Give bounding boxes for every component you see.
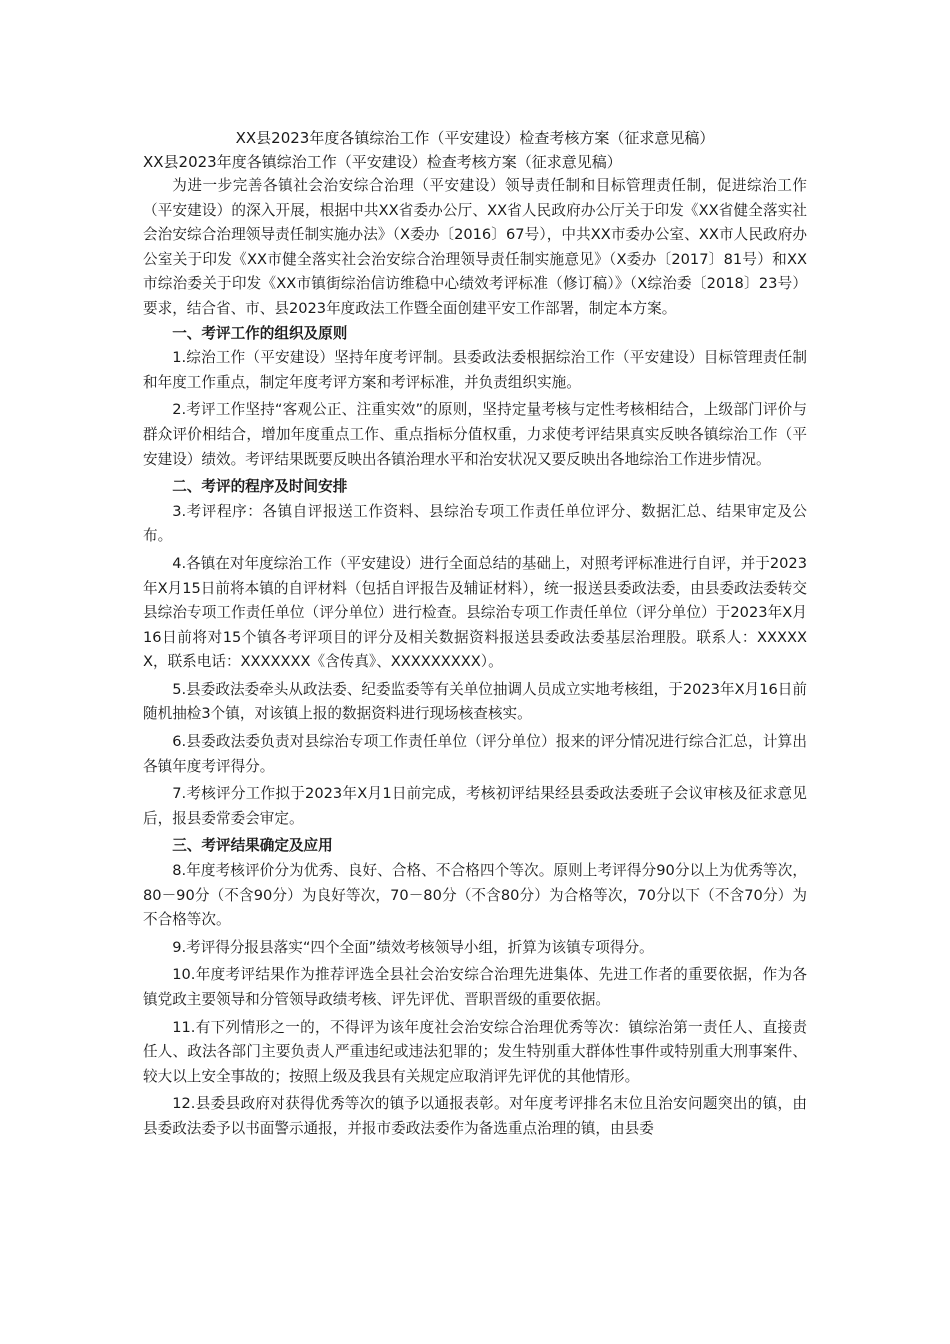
section-heading-3: 三、考评结果确定及应用 — [172, 837, 333, 855]
clause-8: 8.年度考核评价分为优秀、良好、合格、不合格四个等次。原则上考评得分90分以上为优秀等次，80－90分（不含90分）为良好等次，70－80分（不含80分）为合格等次，70分以下（不含70分）为不合格等次。 — [143, 862, 807, 929]
clause-2: 2.考评工作坚持“客观公正、注重实效”的原则，坚持定量考核与定性考核相结合，上级部门评价与群众评价相结合，增加年度重点工作、重点指标分值权重，力求使考评结果真实反映各镇综治工作（平安建设）绩效。考评结果既要反映出各镇治理水平和治安状况又要反映出各地综治工作进步情况。 — [143, 401, 807, 468]
section-heading-1: 一、考评工作的组织及原则 — [172, 324, 348, 342]
clause-4: 4.各镇在对年度综治工作（平安建设）进行全面总结的基础上，对照考评标准进行自评，并于2023年X月15日前将本镇的自评材料（包括自评报告及辅证材料），统一报送县委政法委，由县委政法委转交县综治专项工作责任单位（评分单位）进行检查。县综治专项工作责任单位（评分单位）于2023年X月16日前将对15个镇各考评项目的评分及相关数据资料报送县委政法委基层治理股。联系人：XXXXXX，联系电话：XXXXXXX《含传真》、XXXXXXXXX）。 — [143, 554, 808, 671]
document-page — [143, 126, 807, 1145]
clause-10: 10.年度考评结果作为推荐评选全县社会治安综合治理先进集体、先进工作者的重要依据，作为各镇党政主要领导和分管领导政绩考核、评先评优、晋职晋级的重要依据。 — [143, 966, 807, 1008]
clause-7: 7.考核评分工作拟于2023年X月1日前完成，考核初评结果经县委政法委班子会议审核及征求意见后，报县委常委会审定。 — [143, 785, 807, 827]
clause-1: 1.综治工作（平安建设）坚持年度考评制。县委政法委根据综治工作（平安建设）目标管理责任制和年度工作重点，制定年度考评方案和考评标准，并负责组织实施。 — [143, 349, 807, 391]
clause-9: 9.考评得分报县落实“四个全面”绩效考核领导小组，折算为该镇专项得分。 — [172, 938, 654, 956]
clause-5: 5.县委政法委牵头从政法委、纪委监委等有关单位抽调人员成立实地考核组，于2023年X月16日前随机抽检3个镇，对该镇上报的数据资料进行现场核查核实。 — [143, 680, 807, 723]
section-heading-2: 二、考评的程序及时间安排 — [172, 478, 348, 496]
document-subtitle: XX县2023年度各镇综治工作（平安建设）检查考核方案（征求意见稿） — [143, 153, 622, 171]
clause-12: 12.县委县政府对获得优秀等次的镇予以通报表彰。对年度考评排名末位且治安问题突出的镇，由县委政法委予以书面警示通报，并报市委政法委作为备选重点治理的镇，由县委 — [143, 1095, 807, 1137]
document-title: XX县2023年度各镇综治工作（平安建设）检查考核方案（征求意见稿） — [235, 129, 715, 147]
intro-paragraph: 为进一步完善各镇社会治安综合治理（平安建设）领导责任制和目标管理责任制，促进综治工作（平安建设）的深入开展，根据中共XX省委办公厅、XX省人民政府办公厅关于印发《XX省健全落实社会治安综合治理领导责任制实施办法》（X委办〔2016〕67号），中共XX市委办公室、XX市人民政府办公室关于印发《XX市健全落实社会治安综合治理领导责任制实施意见》（X委办〔2017〕81号）和XX市综治委关于印发《XX市镇街综治信访维稳中心绩效考评标准（修订稿）》（X综治委〔2018〕23号）要求，结合省、市、县2023年度政法工作暨全面创建平安工作部署，制定本方案。 — [143, 177, 807, 317]
clause-11: 11.有下列情形之一的，不得评为该年度社会治安综合治理优秀等次：镇综治第一责任人、直接责任人、政法各部门主要负责人严重违纪或违法犯罪的；发生特别重大群体性事件或特别重大刑事案件、较大以上安全事故的；按照上级及我县有关规定应取消评先评优的其他情形。 — [143, 1018, 807, 1085]
clause-3: 3.考评程序：各镇自评报送工作资料、县综治专项工作责任单位评分、数据汇总、结果审定及公布。 — [143, 502, 807, 545]
clause-6: 6.县委政法委负责对县综治专项工作责任单位（评分单位）报来的评分情况进行综合汇总，计算出各镇年度考评得分。 — [143, 733, 807, 775]
